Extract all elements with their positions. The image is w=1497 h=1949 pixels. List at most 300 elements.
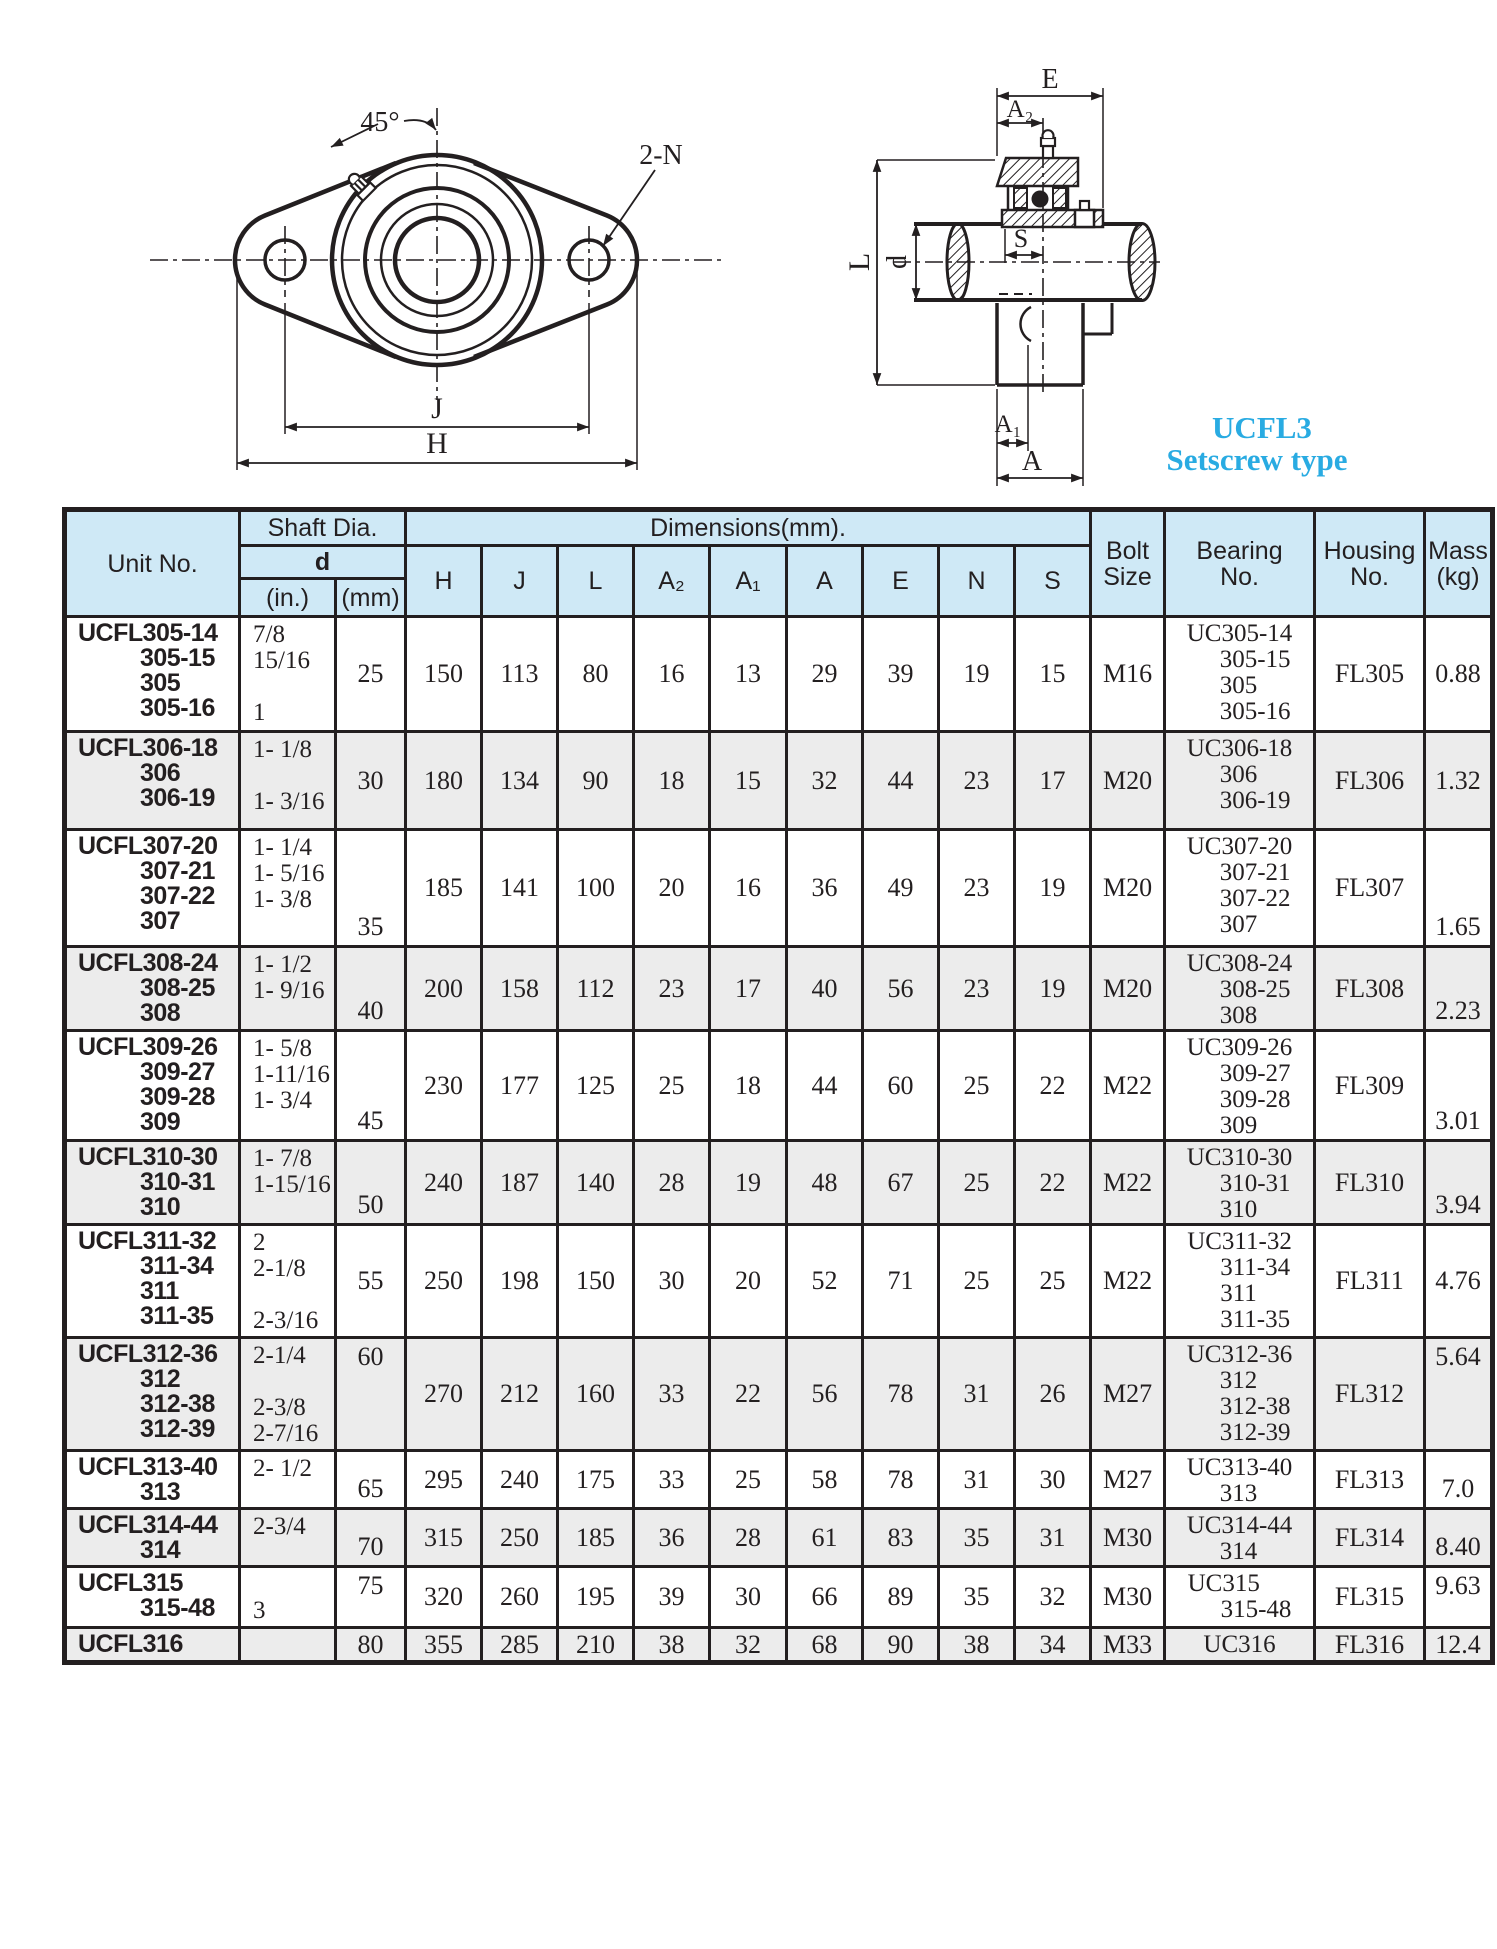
bearing-line: UC309-26	[1186, 1034, 1293, 1061]
cell-dimension: 36	[787, 830, 863, 947]
cell-dimension: 71	[863, 1225, 939, 1338]
unit-line: 310	[140, 1193, 181, 1221]
unit-line: UCFL305-14	[78, 619, 218, 647]
cell-dimension: 240	[406, 1141, 482, 1225]
unit-line: 305-15	[140, 644, 215, 672]
header-dim-a: A	[787, 546, 863, 617]
cell-dimension: 31	[1015, 1509, 1091, 1567]
cell-unit-no	[65, 1451, 240, 1509]
cell-dimension: 25	[939, 1225, 1015, 1338]
cell-dimension: 295	[406, 1451, 482, 1509]
cell-dimension: 68	[787, 1628, 863, 1663]
cell-dimension: 20	[634, 830, 710, 947]
dim-label-h: H	[426, 427, 448, 460]
bearing-line: 306-19	[1219, 787, 1291, 814]
series-caption-type: Setscrew type	[1166, 442, 1348, 477]
cell-dimension: 22	[710, 1338, 787, 1451]
cell-housing-no: FL314	[1315, 1509, 1425, 1567]
inch-line	[253, 1282, 332, 1308]
cell-housing-no: FL310	[1315, 1141, 1425, 1225]
inch-line: 2- 1/2	[253, 1455, 313, 1482]
cell-dimension: 20	[710, 1225, 787, 1338]
cell-dimension: 32	[787, 732, 863, 830]
bearing-lines	[1187, 1513, 1293, 1565]
bearing-line: 312-38	[1219, 1393, 1291, 1420]
cell-dimension: 177	[482, 1031, 558, 1141]
cell-bearing-no	[1165, 1338, 1315, 1451]
unit-line: 307-22	[140, 882, 215, 910]
cell-dimension: 89	[863, 1567, 939, 1628]
dim-label-s: S	[1013, 224, 1029, 253]
table-row	[65, 1628, 1493, 1663]
unit-line: 313	[140, 1478, 181, 1506]
inch-line: 1- 1/2	[253, 951, 313, 978]
cell-dimension: 112	[558, 947, 634, 1031]
cell-dimension: 52	[787, 1225, 863, 1338]
inch-line: 7/8	[253, 621, 285, 648]
cell-dimension: 23	[939, 830, 1015, 947]
cell-unit-no	[65, 947, 240, 1031]
cell-shaft-dia-mm: 45	[336, 1031, 406, 1141]
cell-bolt-size: M22	[1091, 1031, 1165, 1141]
cell-housing-no: FL316	[1315, 1628, 1425, 1663]
bearing-line: 311-35	[1220, 1306, 1291, 1333]
cell-mass: 4.76	[1425, 1225, 1493, 1338]
cell-dimension: 29	[787, 617, 863, 732]
cell-dimension: 78	[863, 1338, 939, 1451]
cell-dimension: 30	[634, 1225, 710, 1338]
bearing-line: UC314-44	[1186, 1512, 1293, 1539]
cell-mass: 1.32	[1425, 732, 1493, 830]
cell-dimension: 19	[1015, 947, 1091, 1031]
cell-bearing-no	[1165, 830, 1315, 947]
cell-mass: 12.4	[1425, 1628, 1493, 1663]
inch-line: 1- 7/8	[253, 1145, 313, 1172]
cell-dimension: 25	[1015, 1225, 1091, 1338]
cell-shaft-dia-in	[240, 617, 336, 732]
cell-dimension: 250	[406, 1225, 482, 1338]
cell-dimension: 19	[710, 1141, 787, 1225]
cell-dimension: 113	[482, 617, 558, 732]
unit-line: 309-27	[140, 1058, 215, 1086]
cell-shaft-dia-in	[240, 1628, 336, 1663]
unit-line: UCFL315	[78, 1569, 183, 1597]
cell-dimension: 31	[939, 1338, 1015, 1451]
bearing-lines	[1187, 834, 1293, 938]
cell-dimension: 49	[863, 830, 939, 947]
cell-bearing-no	[1165, 1141, 1315, 1225]
unit-line: 311-35	[140, 1302, 214, 1330]
cell-dimension: 187	[482, 1141, 558, 1225]
cell-dimension: 125	[558, 1031, 634, 1141]
bearing-line: 308	[1219, 1002, 1258, 1029]
inch-line: 1- 3/16	[253, 788, 325, 815]
cell-dimension: 34	[1015, 1628, 1091, 1663]
table-row	[65, 1509, 1493, 1567]
inch-line: 1- 9/16	[253, 977, 325, 1004]
cell-dimension: 200	[406, 947, 482, 1031]
bearing-line: 311	[1220, 1280, 1257, 1307]
cell-dimension: 150	[406, 617, 482, 732]
cell-mass: 8.40	[1425, 1509, 1493, 1567]
inner-ring-section-left	[1014, 188, 1027, 208]
cell-dimension: 15	[1015, 617, 1091, 732]
cell-dimension: 212	[482, 1338, 558, 1451]
dim-label-e: E	[1041, 64, 1059, 95]
cell-dimension: 60	[863, 1031, 939, 1141]
bearing-line: 312	[1219, 1367, 1258, 1394]
header-dim-l: L	[558, 546, 634, 617]
dim-label-a1: A₁	[994, 411, 1022, 438]
cell-mass: 3.94	[1425, 1141, 1493, 1225]
bearing-lines	[1203, 1632, 1275, 1658]
header-line: Bearing	[1196, 536, 1283, 565]
unit-line: UCFL311-32	[78, 1227, 217, 1255]
unit-line: 312-39	[140, 1415, 215, 1443]
bearing-line: 307	[1219, 911, 1258, 938]
cell-bolt-size: M16	[1091, 617, 1165, 732]
bearing-line: 314	[1219, 1538, 1258, 1565]
header-line: No.	[1350, 562, 1389, 591]
cell-dimension: 19	[939, 617, 1015, 732]
cell-dimension: 285	[482, 1628, 558, 1663]
header-dim-e: E	[863, 546, 939, 617]
header-d: d	[240, 546, 406, 579]
cell-mass: 7.0	[1425, 1451, 1493, 1509]
cell-shaft-dia-mm: 40	[336, 947, 406, 1031]
bearing-line: 305	[1219, 672, 1258, 699]
header-line: No.	[1220, 562, 1259, 591]
header-dim-h: H	[406, 546, 482, 617]
cell-dimension: 19	[1015, 830, 1091, 947]
cell-mass: 0.88	[1425, 617, 1493, 732]
cell-shaft-dia-in	[240, 1141, 336, 1225]
cell-dimension: 315	[406, 1509, 482, 1567]
unit-line: UCFL312-36	[78, 1340, 218, 1368]
cell-mass: 3.01	[1425, 1031, 1493, 1141]
inch-line	[253, 1572, 332, 1598]
unit-line: 308-25	[140, 974, 215, 1002]
header-housing-no	[1315, 510, 1425, 617]
cell-dimension: 30	[710, 1567, 787, 1628]
cell-unit-no	[65, 830, 240, 947]
cell-dimension: 32	[1015, 1567, 1091, 1628]
cell-dimension: 44	[787, 1031, 863, 1141]
inner-ring-section-right	[1053, 188, 1066, 208]
cell-dimension: 355	[406, 1628, 482, 1663]
bearing-lines	[1187, 1342, 1293, 1446]
cell-dimension: 18	[634, 732, 710, 830]
cell-shaft-dia-mm: 50	[336, 1141, 406, 1225]
bearing-lines	[1187, 1145, 1293, 1223]
cell-dimension: 134	[482, 732, 558, 830]
cell-dimension: 240	[482, 1451, 558, 1509]
unit-line: UCFL306-18	[78, 734, 218, 762]
table-header	[65, 510, 1493, 617]
cell-shaft-dia-mm: 65	[336, 1451, 406, 1509]
cell-shaft-dia-in	[240, 1031, 336, 1141]
cell-dimension: 66	[787, 1567, 863, 1628]
cell-shaft-dia-in	[240, 1225, 336, 1338]
cell-dimension: 61	[787, 1509, 863, 1567]
cell-dimension: 33	[634, 1451, 710, 1509]
bearing-lines	[1187, 621, 1293, 725]
bearing-line: 307-21	[1219, 859, 1291, 886]
bolt-note-label: 2-N	[639, 140, 683, 171]
unit-line: UCFL316	[78, 1630, 183, 1658]
bearing-line: UC310-30	[1186, 1144, 1293, 1171]
dim-label-a2: A₂	[1006, 96, 1034, 123]
cell-shaft-dia-in	[240, 732, 336, 830]
cell-mass: 5.64	[1425, 1338, 1493, 1451]
inch-line: 1- 5/16	[253, 860, 325, 887]
cell-housing-no: FL311	[1315, 1225, 1425, 1338]
unit-line: 307	[140, 907, 181, 935]
cell-dimension: 185	[406, 830, 482, 947]
header-inch: (in.)	[240, 579, 336, 617]
cell-dimension: 25	[710, 1451, 787, 1509]
cell-dimension: 320	[406, 1567, 482, 1628]
angle-label: 45°	[360, 107, 400, 138]
cell-unit-no	[65, 1141, 240, 1225]
header-dim-s: S	[1015, 546, 1091, 617]
cell-dimension: 198	[482, 1225, 558, 1338]
cell-dimension: 230	[406, 1031, 482, 1141]
unit-line: 308	[140, 999, 181, 1027]
header-dim-a2: A₂	[634, 546, 710, 617]
unit-line: UCFL310-30	[78, 1143, 218, 1171]
cell-dimension: 17	[710, 947, 787, 1031]
bearing-line: UC315	[1187, 1570, 1260, 1597]
unit-line: 306-19	[140, 784, 215, 812]
cell-bearing-no	[1165, 617, 1315, 732]
cell-unit-no	[65, 1338, 240, 1451]
dim-label-l: L	[843, 252, 876, 272]
bearing-line: 309	[1219, 1112, 1258, 1139]
inch-line	[253, 674, 332, 700]
cell-housing-no: FL308	[1315, 947, 1425, 1031]
bearing-lines	[1187, 951, 1293, 1029]
dimension-table	[62, 507, 1495, 1665]
bearing-line: 305-16	[1219, 698, 1291, 725]
inch-line: 2-3/8	[253, 1394, 306, 1421]
cell-unit-no	[65, 1225, 240, 1338]
cell-dimension: 38	[939, 1628, 1015, 1663]
cell-dimension: 83	[863, 1509, 939, 1567]
inch-line: 2-7/16	[253, 1420, 319, 1447]
table-row	[65, 1567, 1493, 1628]
inch-line: 2-3/16	[253, 1307, 319, 1334]
inch-line: 1- 1/4	[253, 834, 313, 861]
cell-shaft-dia-in	[240, 1338, 336, 1451]
cell-shaft-dia-mm: 30	[336, 732, 406, 830]
cell-dimension: 23	[939, 947, 1015, 1031]
cell-dimension: 39	[634, 1567, 710, 1628]
unit-line: 311	[140, 1277, 179, 1305]
cell-shaft-dia-in	[240, 1567, 336, 1628]
inch-line: 1-15/16	[253, 1171, 331, 1198]
table-row	[65, 1338, 1493, 1451]
cell-housing-no: FL306	[1315, 732, 1425, 830]
cell-dimension: 140	[558, 1141, 634, 1225]
cell-dimension: 38	[634, 1628, 710, 1663]
cell-mass: 9.63	[1425, 1567, 1493, 1628]
inch-line: 2-1/4	[253, 1342, 306, 1369]
cell-dimension: 28	[710, 1509, 787, 1567]
inch-line: 1- 3/4	[253, 1087, 313, 1114]
unit-line: 310-31	[140, 1168, 215, 1196]
cell-dimension: 56	[787, 1338, 863, 1451]
header-dim-j: J	[482, 546, 558, 617]
cell-bearing-no	[1165, 1451, 1315, 1509]
bearing-lines	[1187, 736, 1293, 814]
cell-dimension: 175	[558, 1451, 634, 1509]
inch-line: 15/16	[253, 647, 310, 674]
inch-line: 1- 3/8	[253, 886, 313, 913]
cell-dimension: 16	[634, 617, 710, 732]
cell-dimension: 17	[1015, 732, 1091, 830]
cell-shaft-dia-in	[240, 1509, 336, 1567]
unit-line: 315-48	[140, 1594, 215, 1622]
bearing-line: UC305-14	[1186, 620, 1293, 647]
cell-dimension: 35	[939, 1509, 1015, 1567]
table-row	[65, 947, 1493, 1031]
cell-shaft-dia-in	[240, 830, 336, 947]
unit-line: UCFL314-44	[78, 1511, 218, 1539]
cell-unit-no	[65, 732, 240, 830]
bearing-line: UC312-36	[1186, 1341, 1293, 1368]
cell-dimension: 26	[1015, 1338, 1091, 1451]
table-row	[65, 1141, 1493, 1225]
header-unit-no: Unit No.	[65, 510, 240, 617]
unit-line: 309	[140, 1108, 181, 1136]
bearing-line: UC307-20	[1186, 833, 1293, 860]
cell-bolt-size: M22	[1091, 1141, 1165, 1225]
cell-dimension: 90	[558, 732, 634, 830]
unit-line: UCFL309-26	[78, 1033, 218, 1061]
cell-dimension: 158	[482, 947, 558, 1031]
table-body	[65, 617, 1493, 1663]
cell-bolt-size: M22	[1091, 1225, 1165, 1338]
cell-bearing-no	[1165, 1509, 1315, 1567]
cell-housing-no: FL305	[1315, 617, 1425, 732]
cell-dimension: 100	[558, 830, 634, 947]
inch-line: 2-3/4	[253, 1513, 306, 1540]
bearing-line: UC306-18	[1186, 735, 1293, 762]
bearing-line: 313	[1219, 1480, 1258, 1507]
header-shaft-dia: Shaft Dia.	[240, 510, 406, 546]
cell-housing-no: FL307	[1315, 830, 1425, 947]
bearing-line: 306	[1219, 761, 1258, 788]
cell-dimension: 180	[406, 732, 482, 830]
inch-line: 2	[253, 1229, 266, 1256]
dim-label-a: A	[1021, 446, 1043, 477]
cell-housing-no: FL313	[1315, 1451, 1425, 1509]
cell-dimension: 35	[939, 1567, 1015, 1628]
side-view-drawing	[843, 64, 1160, 486]
cell-dimension: 25	[939, 1141, 1015, 1225]
header-line: Size	[1103, 562, 1152, 591]
unit-line: 311-34	[140, 1252, 214, 1280]
unit-line: UCFL308-24	[78, 949, 218, 977]
cell-dimension: 260	[482, 1567, 558, 1628]
series-caption-model: UCFL3	[1212, 410, 1312, 445]
bearing-line: 308-25	[1219, 976, 1291, 1003]
dim-label-j: J	[431, 392, 443, 425]
cell-housing-no: FL309	[1315, 1031, 1425, 1141]
cell-shaft-dia-mm: 70	[336, 1509, 406, 1567]
bearing-line: UC308-24	[1186, 950, 1293, 977]
cell-bearing-no	[1165, 1567, 1315, 1628]
header-line: Mass	[1428, 536, 1488, 565]
inch-line	[253, 763, 332, 789]
cell-housing-no: FL315	[1315, 1567, 1425, 1628]
bearing-line: 309-27	[1219, 1060, 1291, 1087]
cell-dimension: 58	[787, 1451, 863, 1509]
bearing-line: 311-34	[1220, 1254, 1291, 1281]
cell-shaft-dia-in	[240, 1451, 336, 1509]
cell-dimension: 80	[558, 617, 634, 732]
unit-line: 305-16	[140, 694, 215, 722]
cell-dimension: 32	[710, 1628, 787, 1663]
cell-dimension: 23	[634, 947, 710, 1031]
cell-unit-no	[65, 1628, 240, 1663]
cell-dimension: 28	[634, 1141, 710, 1225]
cell-bolt-size: M30	[1091, 1567, 1165, 1628]
bearing-line: 315-48	[1220, 1596, 1292, 1623]
unit-line: 312	[140, 1365, 181, 1393]
cell-bearing-no	[1165, 947, 1315, 1031]
bearing-line: 309-28	[1219, 1086, 1291, 1113]
setscrew	[1075, 210, 1094, 227]
cell-dimension: 195	[558, 1567, 634, 1628]
cell-dimension: 250	[482, 1509, 558, 1567]
bearing-line: 310	[1219, 1196, 1258, 1223]
bearing-line: UC311-32	[1187, 1228, 1292, 1255]
cell-dimension: 22	[1015, 1141, 1091, 1225]
technical-drawings	[0, 0, 1497, 505]
cell-unit-no	[65, 1031, 240, 1141]
cell-dimension: 39	[863, 617, 939, 732]
setscrew-hole-arc	[1020, 307, 1031, 341]
cell-unit-no	[65, 1567, 240, 1628]
cell-dimension: 270	[406, 1338, 482, 1451]
cell-dimension: 15	[710, 732, 787, 830]
cell-dimension: 67	[863, 1141, 939, 1225]
bearing-lines	[1188, 1571, 1292, 1623]
header-mm: (mm)	[336, 579, 406, 617]
cell-dimension: 90	[863, 1628, 939, 1663]
table-row	[65, 1225, 1493, 1338]
header-line: Bolt	[1105, 536, 1150, 565]
cell-shaft-dia-mm: 55	[336, 1225, 406, 1338]
unit-line: 312-38	[140, 1390, 215, 1418]
bearing-line: UC313-40	[1186, 1454, 1293, 1481]
unit-line: 307-21	[140, 857, 215, 885]
bearing-line: UC316	[1203, 1631, 1276, 1658]
shaft-end-section	[1129, 224, 1155, 301]
table-row	[65, 1451, 1493, 1509]
ball-section	[1032, 191, 1049, 208]
inch-line: 3	[253, 1597, 266, 1624]
inch-line: 1	[253, 699, 266, 726]
bearing-line: 305-15	[1219, 646, 1291, 673]
bearing-lines	[1187, 1229, 1292, 1333]
cell-dimension: 210	[558, 1628, 634, 1663]
cell-dimension: 23	[939, 732, 1015, 830]
angle-leader-arc	[404, 120, 436, 130]
cell-mass: 2.23	[1425, 947, 1493, 1031]
